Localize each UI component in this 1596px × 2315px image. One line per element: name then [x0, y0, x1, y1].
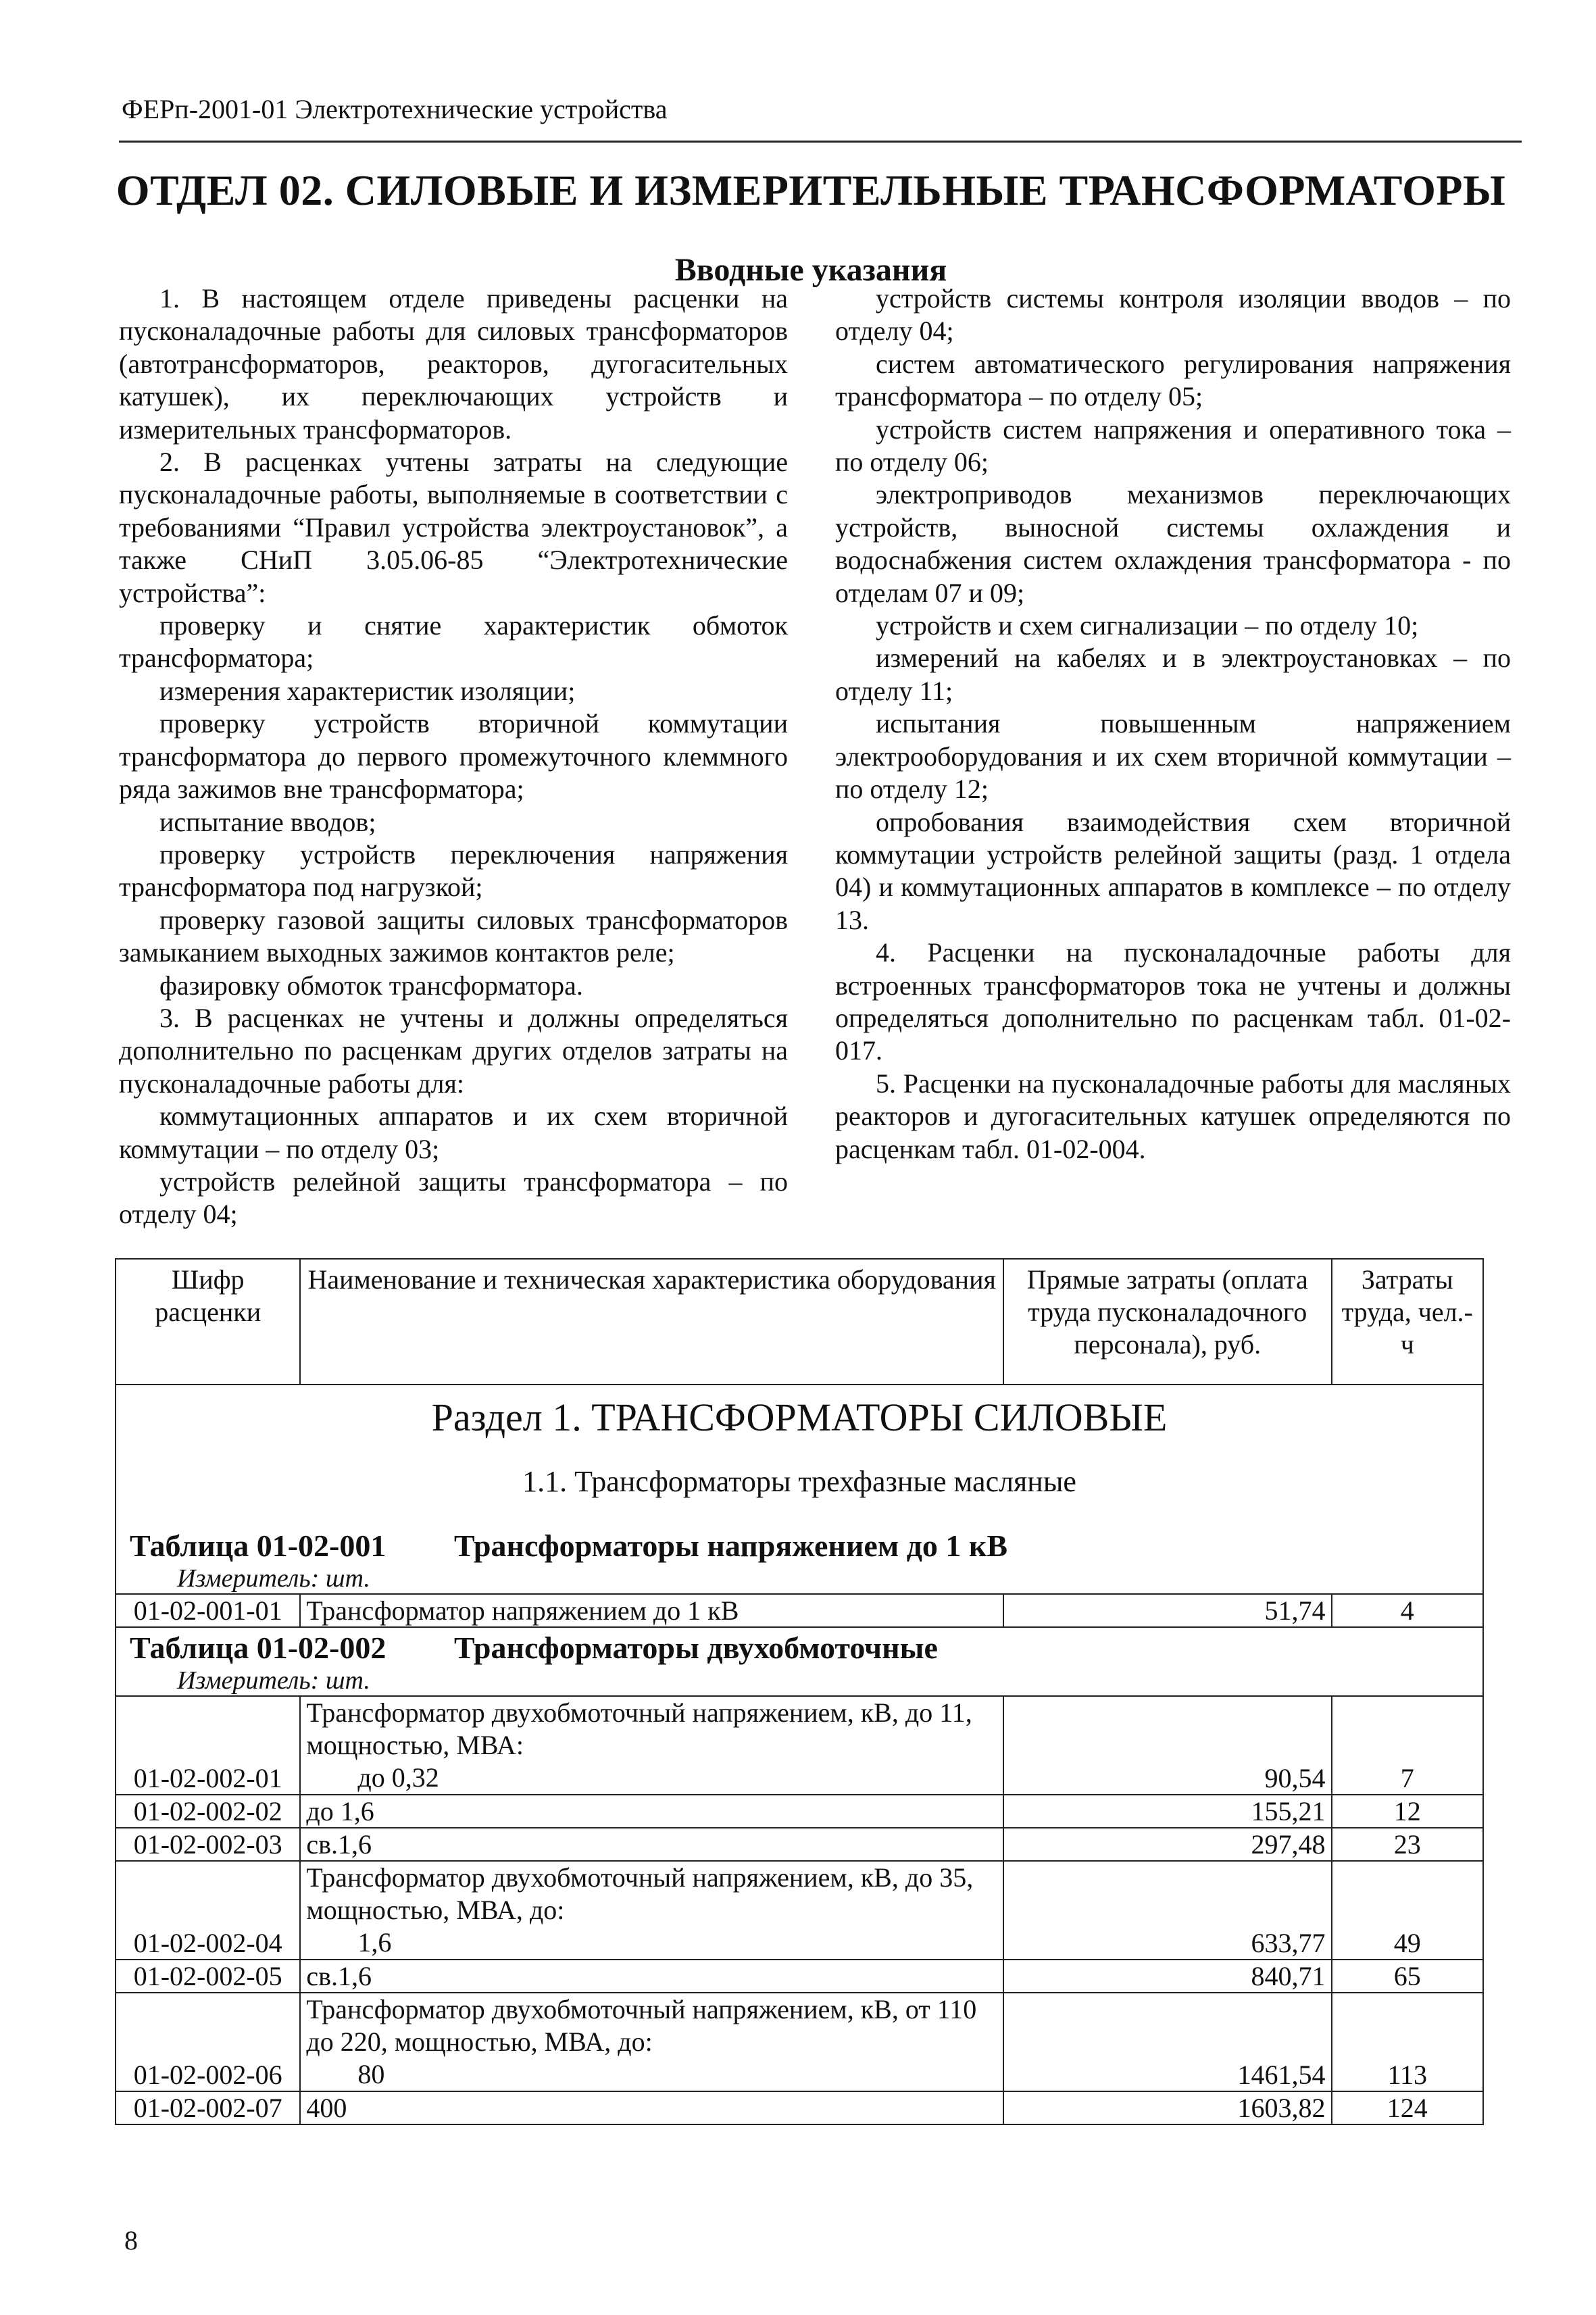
paragraph: коммутационных аппаратов и их схем вторичной коммутации – по отделу 03;	[119, 1101, 788, 1164]
rate-code: 01-02-002-07	[116, 2091, 300, 2124]
table-name: Трансформаторы двухобмоточные	[454, 1631, 938, 1665]
paragraph: 5. Расценки на пусконаладочные работы для масляных реакторов и дугогасительных катушек определяются по расценкам табл. 01-02-004.	[835, 1068, 1511, 1164]
rate-code: 01-02-002-02	[116, 1795, 300, 1828]
rate-cost: 840,71	[1003, 1960, 1332, 1993]
rate-labor: 49	[1332, 1861, 1483, 1960]
paragraph: проверку устройств вторичной коммутации трансформатора до первого промежуточного клеммного ряда зажимов вне трансформатора;	[119, 708, 788, 805]
page-number: 8	[124, 2225, 138, 2256]
paragraph: проверку и снятие характеристик обмоток трансформатора;	[119, 610, 788, 674]
meter-label: Измеритель: шт.	[116, 1666, 1483, 1696]
paragraph: измерений на кабелях и в электроустановках – по отделу 11;	[835, 643, 1511, 706]
paragraph: систем автоматического регулирования напряжения трансформатора – по отделу 05;	[835, 348, 1511, 412]
table-row	[116, 1828, 1483, 1861]
table-row	[116, 1993, 1483, 2091]
rate-code: 01-02-002-06	[116, 1993, 300, 2091]
table-header-row	[116, 1259, 1483, 1385]
paragraph: фазировку обмоток трансформатора.	[159, 970, 583, 1001]
rate-code: 01-02-002-05	[116, 1960, 300, 1993]
rate-labor: 4	[1332, 1594, 1483, 1627]
paragraph: устройств системы контроля изоляции вводов – по отделу 04;	[835, 283, 1511, 347]
rate-cost: 1461,54	[1003, 1993, 1332, 2091]
running-header: ФЕРп-2001-01 Электротехнические устройства	[122, 94, 668, 124]
paragraph: измерения характеристик изоляции;	[159, 675, 576, 706]
rate-labor: 124	[1332, 2091, 1483, 2124]
rate-cost: 297,48	[1003, 1828, 1332, 1861]
rate-name	[300, 1993, 1003, 2091]
paragraph: 3. В расценках не учтены и должны определяться дополнительно по расценкам других отделов затраты на пусконаладочные работы для:	[119, 1002, 788, 1099]
rate-labor: 113	[1332, 1993, 1483, 2091]
header-name: Наименование и техническая характеристика оборудования	[300, 1259, 1003, 1385]
paragraph: устройств релейной защиты трансформатора – по отделу 04;	[119, 1166, 788, 1230]
rate-name	[300, 1696, 1003, 1795]
rate-name: до 1,6	[300, 1795, 1003, 1828]
intro-heading: Вводные указания	[674, 252, 947, 288]
table-row	[116, 1696, 1483, 1795]
left-column	[119, 282, 788, 1231]
rate-subname: 1,6	[357, 1927, 392, 1958]
section-heading: Раздел 1. ТРАНСФОРМАТОРЫ СИЛОВЫЕ	[431, 1395, 1168, 1439]
paragraph: проверку устройств переключения напряжения трансформатора под нагрузкой;	[119, 839, 788, 903]
right-column	[835, 282, 1511, 1166]
paragraph: испытание вводов;	[159, 806, 376, 837]
table-caption	[116, 1627, 1483, 1666]
table-row	[116, 1795, 1483, 1828]
rate-cost: 633,77	[1003, 1861, 1332, 1960]
paragraph: опробования взаимодействия схем вторичной коммутации устройств релейной защиты (разд. 1 отдела 04) и коммутационных аппаратов в комплексе – по отделу 13.	[835, 806, 1511, 935]
paragraph: испытания повышенным напряжением электрооборудования и их схем вторичной коммутации – по отделу 12;	[835, 708, 1511, 805]
table-caption	[116, 1526, 1483, 1564]
rate-code: 01-02-002-03	[116, 1828, 300, 1861]
table-name: Трансформаторы напряжением до 1 кВ	[454, 1528, 1008, 1563]
table-row	[116, 2091, 1483, 2124]
meter-label: Измеритель: шт.	[116, 1564, 1483, 1594]
rate-subname: до 0,32	[357, 1762, 439, 1793]
table-number: Таблица 01-02-002	[130, 1631, 386, 1665]
section-heading-cell	[116, 1385, 1483, 1526]
rate-cost: 51,74	[1003, 1594, 1332, 1627]
paragraph: 2. В расценках учтены затраты на следующие пусконаладочные работы, выполняемые в соответствии с требованиями “Правил устройства электроустановок”, а также СНиП 3.05.06-85 “Электротехнические устройства”:	[119, 447, 788, 608]
rate-code: 01-02-002-04	[116, 1861, 300, 1960]
paragraph: 4. Расценки на пусконаладочные работы для встроенных трансформаторов тока не учтены и должны определяться дополнительно по расценкам табл. 01-02-017.	[835, 937, 1511, 1066]
paragraph: устройств систем напряжения и оперативного тока – по отделу 06;	[835, 414, 1511, 478]
group-description: Трансформатор двухобмоточный напряжением, кВ, от 110 до 220, мощностью, МВА, до:	[306, 1994, 977, 2057]
rate-cost: 1603,82	[1003, 2091, 1332, 2124]
rate-cost: 155,21	[1003, 1795, 1332, 1828]
rate-labor: 7	[1332, 1696, 1483, 1795]
group-description: Трансформатор двухобмоточный напряжением, кВ, до 35, мощностью, МВА, до:	[306, 1862, 974, 1925]
paragraph: устройств и схем сигнализации – по отделу 10;	[876, 610, 1419, 641]
rate-code: 01-02-002-01	[116, 1696, 300, 1795]
rate-labor: 23	[1332, 1828, 1483, 1861]
header-labor: Затраты труда, чел.-ч	[1332, 1259, 1483, 1385]
header-cost: Прямые затраты (оплата труда пусконаладочного персонала), руб.	[1003, 1259, 1332, 1385]
table-row	[116, 1861, 1483, 1960]
rate-labor: 65	[1332, 1960, 1483, 1993]
paragraph: 1. В настоящем отделе приведены расценки на пусконаладочные работы для силовых трансформаторов (автотрансформаторов, реакторов, дугогасительных катушек), их переключающих устройств и измерительных трансформаторов.	[119, 283, 788, 445]
header-code: Шифр расценки	[116, 1259, 300, 1385]
rate-name: св.1,6	[300, 1960, 1003, 1993]
table-number: Таблица 01-02-001	[130, 1528, 386, 1563]
rate-name: 400	[300, 2091, 1003, 2124]
rates-table	[115, 1258, 1484, 2125]
rate-name: Трансформатор напряжением до 1 кВ	[300, 1594, 1003, 1627]
section-title: ОТДЕЛ 02. СИЛОВЫЕ И ИЗМЕРИТЕЛЬНЫЕ ТРАНСФОРМАТОРЫ	[116, 166, 1506, 214]
table-row	[116, 1594, 1483, 1627]
subsection-heading: 1.1. Трансформаторы трехфазные масляные	[522, 1465, 1076, 1498]
rate-name	[300, 1861, 1003, 1960]
rate-name: св.1,6	[300, 1828, 1003, 1861]
paragraph: электроприводов механизмов переключающих устройств, выносной системы охлаждения и водоснабжения систем охлаждения трансформатора - по отделам 07 и 09;	[835, 479, 1511, 608]
paragraph: проверку газовой защиты силовых трансформаторов замыканием выходных зажимов контактов реле;	[119, 904, 788, 968]
rate-subname: 80	[357, 2059, 385, 2089]
rate-cost: 90,54	[1003, 1696, 1332, 1795]
rate-code: 01-02-001-01	[116, 1594, 300, 1627]
group-description: Трансформатор двухобмоточный напряжением, кВ, до 11, мощностью, МВА:	[306, 1697, 972, 1760]
header-rule	[119, 141, 1522, 143]
rate-labor: 12	[1332, 1795, 1483, 1828]
table-row	[116, 1960, 1483, 1993]
